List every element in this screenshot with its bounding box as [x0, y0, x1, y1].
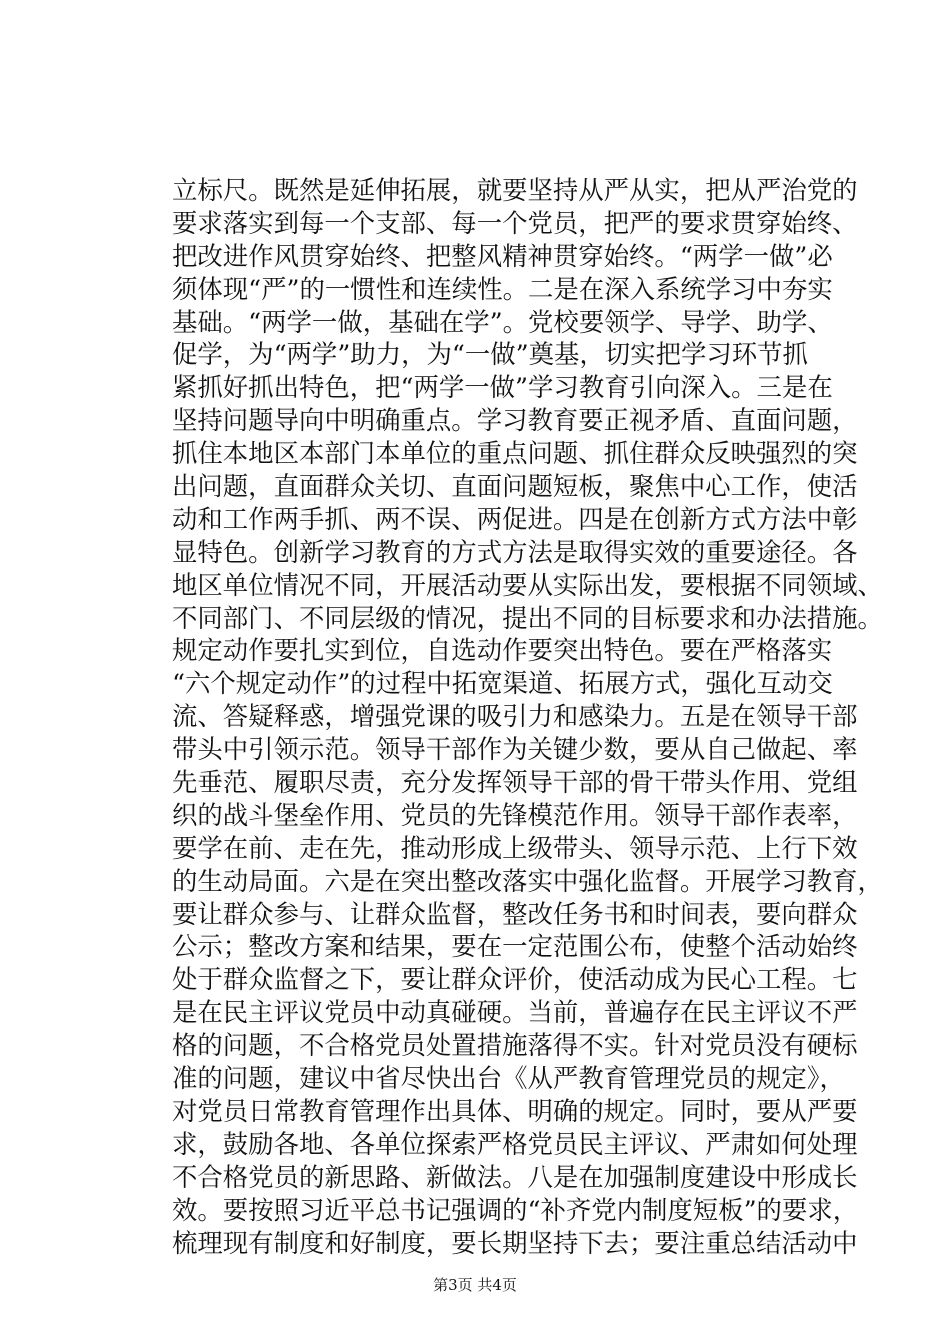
text-line: “六个规定动作”的过程中拓宽渠道、拓展方式，强化互动交 — [172, 668, 833, 699]
text-line: 的生动局面。六是在突出整改落实中强化监督。开展学习教育， — [172, 865, 883, 896]
text-line: 抓住本地区本部门本单位的重点问题、抓住群众反映强烈的突 — [172, 438, 858, 469]
text-line: 织的战斗堡垒作用、党员的先锋模范作用。领导干部作表率， — [172, 799, 858, 830]
body-text — [172, 174, 883, 1259]
text-line: 是在民主评议党员中动真碰硬。当前，普遍存在民主评议不严 — [172, 997, 858, 1028]
text-line: 要学在前、走在先，推动形成上级带头、领导示范、上行下效 — [172, 832, 858, 863]
text-line: 求，鼓励各地、各单位探索严格党员民主评议、严肃如何处理 — [172, 1128, 858, 1159]
text-line: 处于群众监督之下，要让群众评价，使活动成为民心工程。七 — [172, 964, 858, 995]
text-line: 显特色。创新学习教育的方式方法是取得实效的重要途径。各 — [172, 536, 858, 567]
text-line: 先垂范、履职尽责，充分发挥领导干部的骨干带头作用、党组 — [172, 767, 858, 798]
text-line: 规定动作要扎实到位，自选动作要突出特色。要在严格落实 — [172, 635, 833, 666]
text-line: 准的问题，建议中省尽快出台《从严教育管理党员的规定》， — [172, 1063, 845, 1094]
text-line: 效。要按照习近平总书记强调的“补齐党内制度短板”的要求， — [172, 1194, 859, 1225]
page-footer: 第3页 共4页 — [433, 1276, 517, 1294]
text-line: 格的问题，不合格党员处置措施落得不实。针对党员没有硬标 — [172, 1030, 858, 1061]
text-line: 梳理现有制度和好制度，要长期坚持下去；要注重总结活动中 — [172, 1227, 858, 1258]
text-line: 须体现“严”的一惯性和连续性。二是在深入系统学习中夯实 — [172, 273, 833, 304]
text-line: 带头中引领示范。领导干部作为关键少数，要从自己做起、率 — [172, 734, 858, 765]
text-line: 基础。“两学一做，基础在学”。党校要领学、导学、助学、 — [172, 306, 833, 337]
text-line: 紧抓好抓出特色，把“两学一做”学习教育引向深入。三是在 — [172, 372, 833, 403]
text-line: 对党员日常教育管理作出具体、明确的规定。同时，要从严要 — [172, 1095, 858, 1126]
text-line: 坚持问题导向中明确重点。学习教育要正视矛盾、直面问题， — [172, 405, 858, 436]
text-line: 不合格党员的新思路、新做法。八是在加强制度建设中形成长 — [172, 1161, 858, 1192]
text-line: 出问题，直面群众关切、直面问题短板，聚焦中心工作，使活 — [172, 471, 858, 502]
text-line: 要求落实到每一个支部、每一个党员，把严的要求贯穿始终、 — [172, 207, 858, 238]
text-line: 不同部门、不同层级的情况，提出不同的目标要求和办法措施。 — [172, 602, 883, 633]
text-line: 动和工作两手抓、两不误、两促进。四是在创新方式方法中彰 — [172, 503, 858, 534]
text-line: 公示；整改方案和结果，要在一定范围公布，使整个活动始终 — [172, 931, 858, 962]
text-line: 流、答疑释惑，增强党课的吸引力和感染力。五是在领导干部 — [172, 701, 858, 732]
text-line: 促学，为“两学”助力，为“一做”奠基，切实把学习环节抓 — [172, 339, 808, 370]
text-line: 要让群众参与、让群众监督，整改任务书和时间表，要向群众 — [172, 898, 858, 929]
text-line: 把改进作风贯穿始终、把整风精神贯穿始终。“两学一做”必 — [172, 240, 833, 271]
text-line: 立标尺。既然是延伸拓展，就要坚持从严从实，把从严治党的 — [172, 175, 858, 205]
text-line: 地区单位情况不同，开展活动要从实际出发，要根据不同领域、 — [172, 569, 883, 600]
